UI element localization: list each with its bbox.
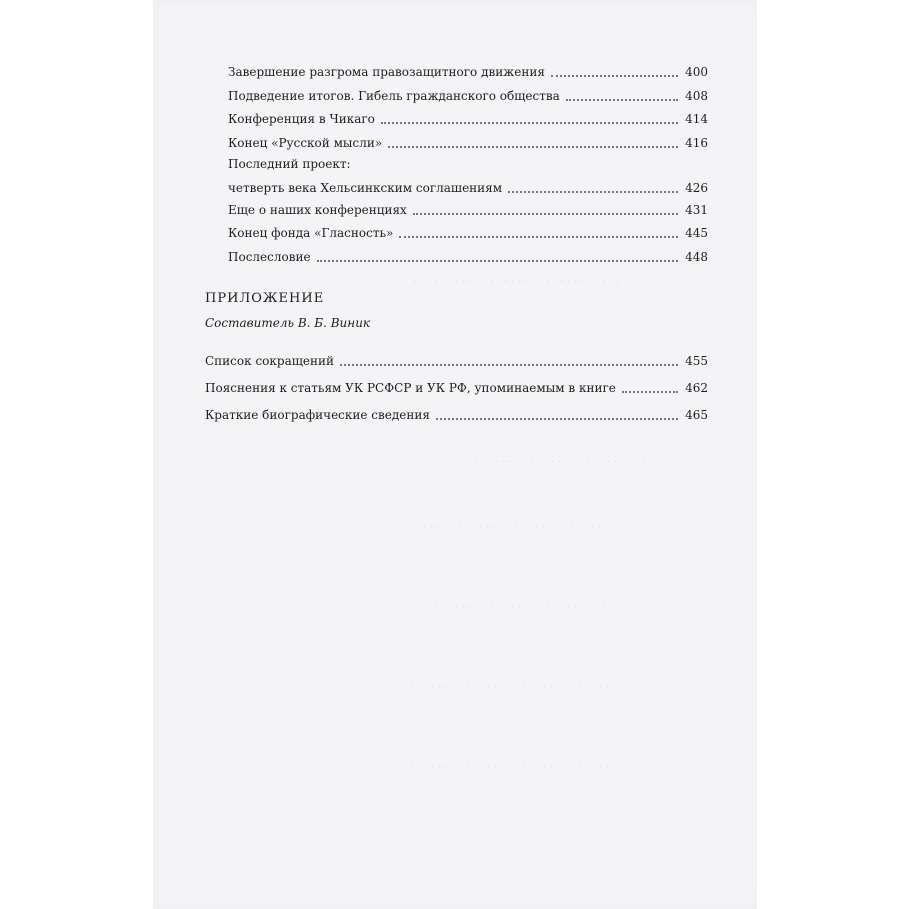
toc-entry[interactable] (228, 249, 708, 265)
show-through-text: · · · · · · · · · · · · · · · · · · · · · · · · · · · · · · (453, 455, 660, 468)
appendix-entry[interactable] (205, 407, 708, 423)
show-through-text: · · · · · · · · · · · · · · · · · · · · · · · · · · · · · · (413, 275, 620, 288)
appendix-entry-title: Список сокращений (205, 354, 334, 368)
appendix-compiler: Составитель В. Б. Виник (205, 316, 371, 330)
toc-entry-title: Завершение разгрома правозащитного движения (228, 65, 545, 79)
dot-leader (566, 98, 678, 101)
toc-entry-page: 431 (685, 203, 708, 217)
show-through-text: · · · · · · · · · · · · · · · · · · · · · · · · · · · · · (413, 600, 613, 613)
dot-leader (381, 121, 678, 124)
dot-leader (436, 417, 678, 420)
dot-leader (317, 259, 678, 262)
show-through-text: · · · · · · · · · · · · · · · · · · · · · · · · · · · · · · · (403, 680, 617, 693)
toc-entry-title: Конец фонда «Гласность» (228, 226, 394, 240)
toc-entry-page: 414 (685, 112, 708, 126)
toc-entry[interactable] (228, 225, 708, 241)
toc-entry[interactable] (228, 135, 708, 151)
dot-leader (508, 190, 678, 193)
toc-entry-title-line1: Последний проект: (228, 157, 351, 171)
show-through-text: · · · · · · · · · · · · · · · · · · · · · · · · · · · (423, 520, 609, 533)
toc-entry-page: 408 (685, 89, 708, 103)
toc-entry-page: 400 (685, 65, 708, 79)
toc-entry[interactable] (228, 88, 708, 104)
show-through-text: · · · · · · · · · · · · · · · · · · · · · · · · · · · · · · · (403, 760, 617, 773)
appendix-entry-page: 462 (685, 381, 708, 395)
dot-leader (399, 235, 678, 238)
appendix-entry-title: Пояснения к статьям УК РСФСР и УК РФ, упоминаемым в книге (205, 381, 616, 395)
dot-leader (388, 145, 678, 148)
appendix-entry-title: Краткие биографические сведения (205, 408, 430, 422)
toc-entry[interactable] (228, 202, 708, 218)
toc-entry-page: 445 (685, 226, 708, 240)
toc-entry-page: 426 (685, 181, 708, 195)
toc-entry[interactable] (228, 111, 708, 127)
toc-entry[interactable] (228, 156, 708, 196)
toc-entry[interactable] (228, 64, 708, 80)
appendix-heading: ПРИЛОЖЕНИЕ (205, 291, 325, 306)
toc-entry-title: Конец «Русской мысли» (228, 136, 383, 150)
toc-entry-page: 448 (685, 250, 708, 264)
toc-entry-title: Подведение итогов. Гибель гражданского общества (228, 89, 560, 103)
toc-entry-title: Конференция в Чикаго (228, 112, 375, 126)
appendix-entry[interactable] (205, 353, 708, 369)
dot-leader (622, 390, 678, 393)
toc-entry-title: четверть века Хельсинкским соглашениям (228, 181, 503, 195)
toc-entry-title: Еще о наших конференциях (228, 203, 407, 217)
toc-entry-page: 416 (685, 136, 708, 150)
appendix-entry-page: 455 (685, 354, 708, 368)
toc-entry-title: Послесловие (228, 250, 311, 264)
dot-leader (340, 363, 678, 366)
appendix-entry[interactable] (205, 380, 708, 396)
dot-leader (551, 74, 678, 77)
dot-leader (413, 212, 678, 215)
appendix-entry-page: 465 (685, 408, 708, 422)
